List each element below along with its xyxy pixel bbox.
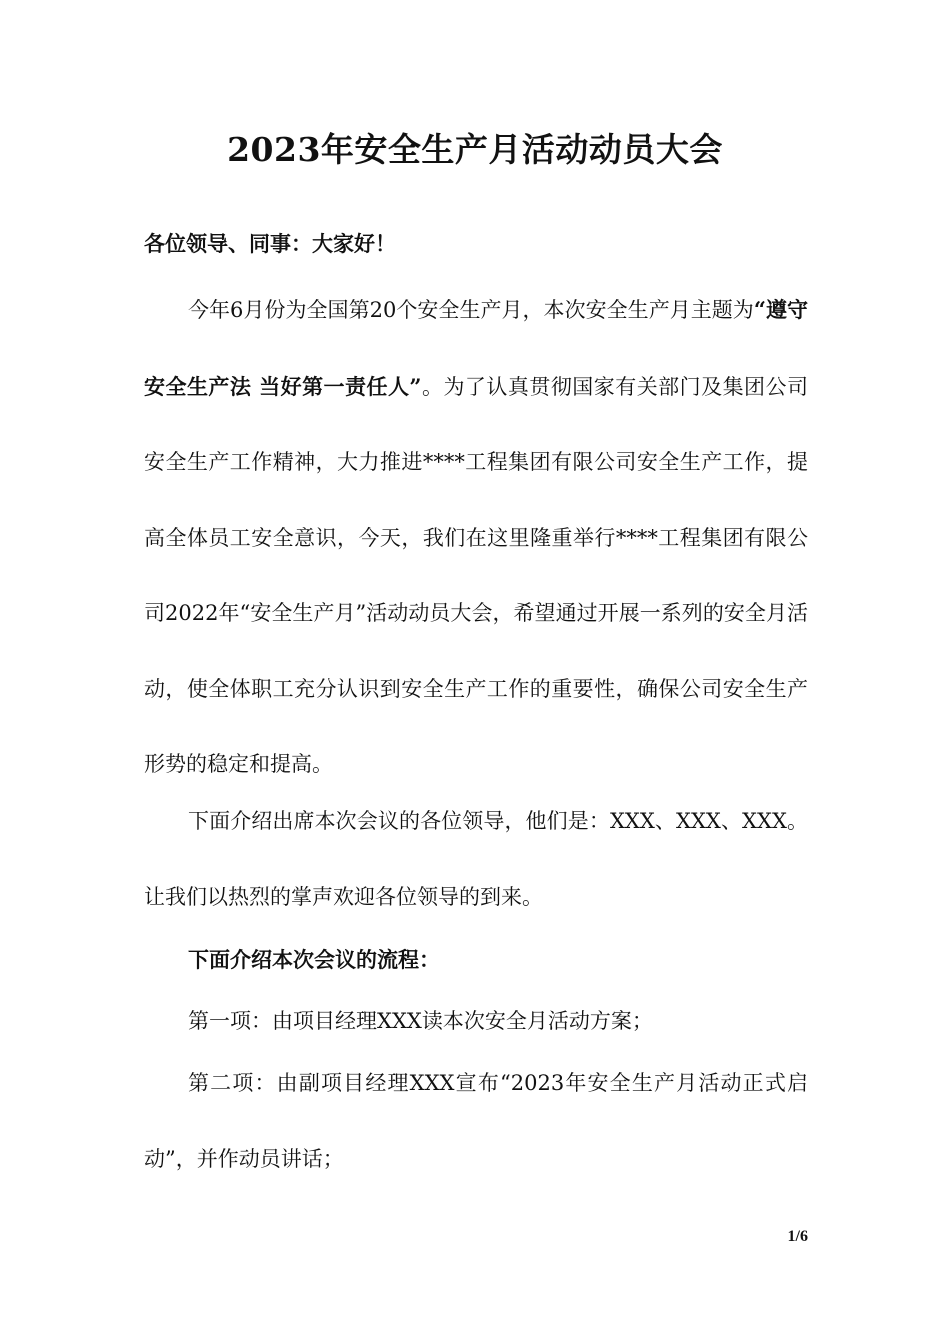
agenda-heading: 下面介绍本次会议的流程： <box>188 947 440 972</box>
greeting-line: 各位领导、同事：大家好！ <box>144 231 396 256</box>
agenda-item-2: 第二项：由副项目经理XXX宣布“2023年安全生产月活动正式启动”，并作动员讲话； <box>144 1071 808 1171</box>
leaders-paragraph: 下面介绍出席本次会议的各位领导，他们是：XXX、XXX、XXX。让我们以热烈的掌声欢迎各位领导的到来。 <box>144 809 808 909</box>
page-number: 1/6 <box>787 1228 808 1245</box>
agenda-item-1: 第一项：由项目经理XXX读本次安全月活动方案； <box>188 1009 653 1033</box>
intro-paragraph <box>144 272 808 803</box>
document-title: 2023年安全生产月活动动员大会 <box>227 130 723 169</box>
intro-rest-text: 。为了认真贯彻国家有关部门及集团公司安全生产工作精神，大力推进****工程集团有限公司安全生产工作，提高全体员工安全意识，今天，我们在这里隆重举行****工程集团有限公司2022年“安全生产月”活动动员大会，希望通过开展一系列的安全月活动，使全体职工充分认识到安全生产工作的重要性，确保公司安全生产形势的稳定和提高。 <box>144 374 808 776</box>
safety-month-theme: “遵守安全生产法 当好第一责任人” <box>144 297 808 399</box>
intro-lead-text: 今年6月份为全国第20个安全生产月，本次安全生产月主题为 <box>188 298 754 322</box>
